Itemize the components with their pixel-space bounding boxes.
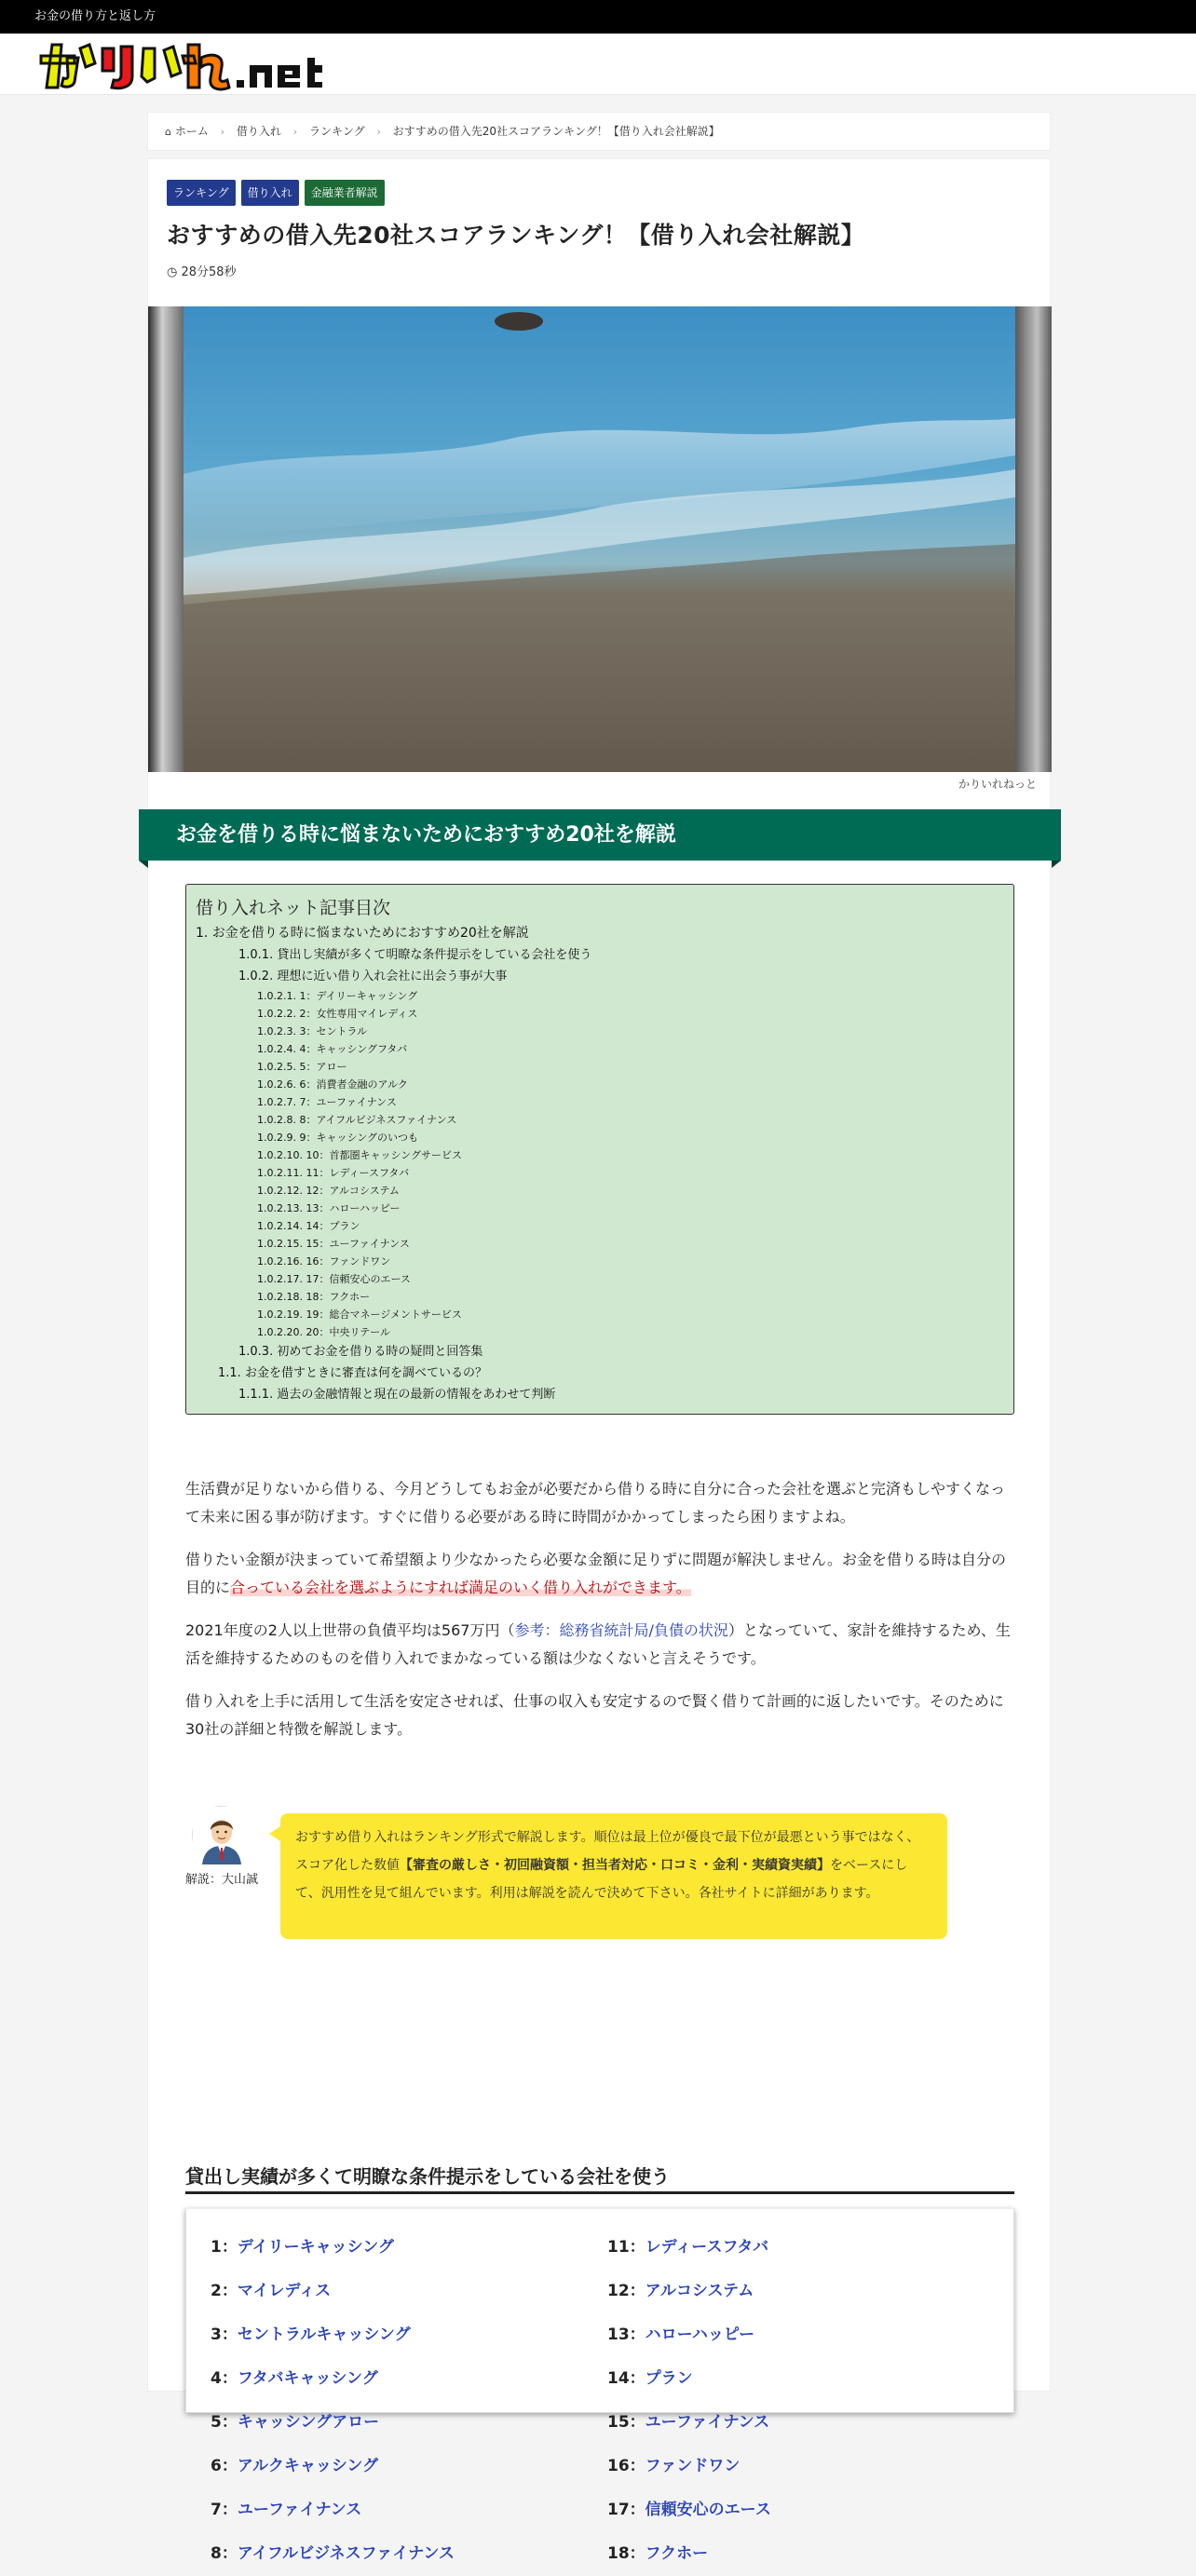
rank-number: 3： — [211, 2325, 238, 2344]
breadcrumb-ranking[interactable]: ランキング — [308, 125, 365, 138]
ranking-link[interactable]: フクホー — [645, 2544, 709, 2563]
toc-link[interactable]: 1.1. お金を借すときに審査は何を調べているの？ — [218, 1366, 487, 1380]
paragraph: 生活費が足りないから借りる、今月どうしてもお金が必要だから借りる時に自分に合った会社を選ぶと完済もしやすくなって未来に困る事が防げます。すぐに借りる必要がある時に時間がかかってしまったら困りますよね。 — [185, 1480, 1006, 1525]
category-ranking[interactable]: ランキング — [167, 180, 236, 206]
rank-number: 18： — [607, 2544, 646, 2563]
clock-icon: ◷ — [167, 265, 178, 279]
ranking-item — [211, 2488, 455, 2532]
ranking-item — [607, 2401, 771, 2445]
ranking-item — [211, 2445, 455, 2488]
toc-title: 借り入れネット記事目次 — [196, 898, 391, 918]
top-bar — [0, 0, 1196, 34]
breadcrumb-borrow[interactable]: 借り入れ — [236, 125, 281, 138]
hero-image — [148, 306, 1052, 772]
category-borrow[interactable]: 借り入れ — [241, 180, 299, 206]
toc-link[interactable]: 1.0.2.10. 10：首都圏キャッシングサービス — [257, 1149, 462, 1161]
ranking-link[interactable]: マイレディス — [237, 2282, 332, 2300]
ranking-item — [211, 2357, 455, 2401]
ranking-link[interactable]: ユーファイナンス — [237, 2501, 362, 2519]
ranking-link[interactable]: キャッシングアロー — [237, 2413, 380, 2432]
rank-number: 1： — [211, 2238, 238, 2257]
rank-number: 13： — [607, 2325, 646, 2344]
toc-link[interactable]: 1.0.2.20. 20：中央リテール — [257, 1326, 391, 1338]
ranking-item — [211, 2313, 455, 2357]
toc-link[interactable]: 1.0.2.1. 1：デイリーキャッシング — [257, 990, 418, 1002]
ranking-item — [607, 2357, 771, 2401]
ranking-link[interactable]: プラン — [645, 2369, 693, 2388]
ranking-link[interactable]: セントラルキャッシング — [237, 2325, 411, 2344]
table-of-contents — [185, 884, 1014, 1415]
ranking-link[interactable]: 信頼安心のエース — [645, 2501, 771, 2519]
ranking-item — [607, 2445, 771, 2488]
beach-photo — [183, 306, 1015, 772]
toc-link[interactable]: 1.0.2.17. 17：信頼安心のエース — [257, 1273, 411, 1285]
ranking-item — [607, 2488, 771, 2532]
chevron-right-icon: › — [292, 126, 298, 138]
ranking-link[interactable]: アルクキャッシング — [237, 2457, 379, 2475]
toc-link[interactable]: 1.0.2.16. 16：ファンドワン — [257, 1255, 391, 1268]
paragraph — [185, 1546, 1014, 1602]
rank-number: 5： — [211, 2413, 238, 2432]
rank-number: 4： — [211, 2369, 238, 2388]
toc-link[interactable]: 1.0.2.12. 12：アルコシステム — [257, 1185, 400, 1197]
chevron-right-icon: › — [376, 126, 381, 138]
page-title: おすすめの借入先20社スコアランキング！【借り入れ会社解説】 — [167, 222, 865, 249]
ranking-item — [607, 2226, 771, 2270]
category-tags — [167, 180, 385, 206]
toc-link[interactable]: 1. お金を借りる時に悩まないためにおすすめ20社を解説 — [196, 926, 529, 941]
ranking-link[interactable]: アルコシステム — [645, 2282, 754, 2300]
toc-link[interactable]: 1.0.3. 初めてお金を借りる時の疑問と回答集 — [238, 1345, 483, 1359]
article — [147, 158, 1051, 2563]
paragraph — [185, 1617, 1014, 1673]
read-time — [167, 262, 237, 279]
toc-link[interactable]: 1.0.2.2. 2：女性専用マイレディス — [257, 1008, 418, 1020]
section-heading: お金を借りる時に悩まないためにおすすめ20社を解説 — [139, 809, 1061, 861]
reference-link[interactable]: 参考：総務省統計局/負債の状況 — [514, 1621, 728, 1639]
site-tagline: お金の借り方と返し方 — [34, 9, 156, 23]
ranking-item — [607, 2532, 771, 2576]
breadcrumb — [147, 112, 1051, 151]
ranking-link[interactable]: レディースフタバ — [645, 2238, 769, 2257]
category-lender[interactable]: 金融業者解説 — [305, 180, 385, 206]
ranking-link[interactable]: ハローハッピー — [645, 2325, 755, 2344]
rank-number: 7： — [211, 2501, 238, 2519]
avatar — [192, 1806, 250, 1864]
ranking-item — [211, 2226, 455, 2270]
ranking-link[interactable]: ファンドワン — [645, 2457, 741, 2475]
ranking-list — [185, 2208, 1014, 2563]
ranking-item — [211, 2270, 455, 2313]
ranking-link[interactable]: アイフルビジネスファイナンス — [237, 2544, 455, 2563]
site-header — [0, 34, 1196, 95]
toc-link[interactable]: 1.0.2.11. 11：レディースフタバ — [257, 1167, 410, 1179]
rank-number: 8： — [211, 2544, 238, 2563]
toc-link[interactable]: 1.0.2.7. 7：ユーファイナンス — [257, 1096, 397, 1108]
breadcrumb-home[interactable]: ホーム — [174, 125, 209, 138]
rank-number: 11： — [607, 2238, 646, 2257]
ranking-link[interactable]: ユーファイナンス — [645, 2413, 770, 2432]
speech-bubble — [280, 1813, 947, 1939]
toc-link[interactable]: 1.0.2. 理想に近い借り入れ会社に出会う事が大事 — [238, 969, 508, 983]
ranking-link[interactable]: フタバキャッシング — [237, 2369, 378, 2388]
paragraph-text: 借りたい金額が決まっていて希望額より少なかったら必要な金額に足りずに問題が解決しません。お金を借りる時は自分の目的に — [185, 1551, 1006, 1596]
rank-number: 14： — [607, 2369, 646, 2388]
author-name: 解説：大山誠 — [185, 1873, 259, 1887]
speech-balloon — [185, 1806, 1014, 1946]
bubble-bold-text: 【審査の厳しさ・初回融資額・担当者対応・口コミ・金利・実績資実績】 — [400, 1858, 830, 1873]
image-caption: かりいれねっと — [958, 778, 1037, 791]
toc-link[interactable]: 1.0.2.15. 15：ユーファイナンス — [257, 1238, 410, 1250]
rank-number: 17： — [607, 2501, 646, 2519]
home-icon: ⌂ — [165, 126, 171, 138]
paragraph-text: ）となっていて、家計を維持するため、生活を維持するためのものを借り入れでまかなっている額は少なくないと言えそうです。 — [185, 1621, 1011, 1667]
toc-link[interactable]: 1.0.2.6. 6：消費者金融のアルク — [257, 1078, 408, 1091]
subsection-heading: 貸出し実績が多くて明瞭な条件提示をしている会社を使う — [185, 2162, 1014, 2194]
site-logo[interactable] — [37, 39, 391, 91]
breadcrumb-current: おすすめの借入先20社スコアランキング！【借り入れ会社解説】 — [392, 125, 720, 138]
highlight-text: 合っている会社を選ぶようにすれば満足のいく借り入れができます。 — [230, 1579, 691, 1596]
ranking-item — [607, 2313, 771, 2357]
bubble-text: おすすめ借り入れはランキング形式で解説します。順位は最上位が優良で最下位が最悪という事ではなく、スコア化した数値 — [295, 1830, 920, 1873]
logo-graphic — [37, 39, 391, 91]
rank-number: 6： — [211, 2457, 238, 2475]
hero-shade-right — [1015, 306, 1052, 772]
ranking-link[interactable]: デイリーキャッシング — [237, 2238, 394, 2257]
toc-link[interactable]: 1.0.2.5. 5：アロー — [257, 1061, 347, 1073]
toc-link[interactable]: 1.0.1. 貸出し実績が多くて明瞭な条件提示をしている会社を使う — [238, 948, 592, 962]
chevron-right-icon: › — [220, 126, 225, 138]
bubble-text: をベースにして、汎用性を見て組んでいます。利用は解説を読んで決めて下さい。各社サイトに詳細があります。 — [295, 1858, 908, 1901]
toc-link[interactable]: 1.0.2.8. 8：アイフルビジネスファイナンス — [257, 1114, 457, 1126]
ranking-item — [607, 2270, 771, 2313]
rank-number: 12： — [607, 2282, 646, 2300]
rank-number: 2： — [211, 2282, 238, 2300]
paragraph-text: 2021年度の2人以上世帯の負債平均は567万円（ — [185, 1621, 515, 1639]
ranking-column-right — [607, 2226, 771, 2576]
toc-link[interactable]: 1.0.2.9. 9：キャッシングのいつも — [257, 1132, 418, 1144]
ranking-item — [211, 2401, 455, 2445]
toc-link[interactable]: 1.1.1. 過去の金融情報と現在の最新の情報をあわせて判断 — [238, 1388, 556, 1402]
read-time-value: 28分58秒 — [181, 265, 237, 279]
paragraph: 借り入れを上手に活用して生活を安定させれば、仕事の収入も安定するので賢く借りて計画的に返したいです。そのために30社の詳細と特徴を解説します。 — [185, 1692, 1004, 1738]
toc-link[interactable]: 1.0.2.4. 4：キャッシングフタバ — [257, 1043, 408, 1055]
person-icon — [193, 1807, 251, 1864]
rank-number: 15： — [607, 2413, 646, 2432]
article-body — [185, 1475, 1014, 1758]
ranking-item — [211, 2532, 455, 2576]
toc-link[interactable]: 1.0.2.3. 3：セントラル — [257, 1025, 368, 1037]
toc-link[interactable]: 1.0.2.18. 18：フクホー — [257, 1291, 371, 1303]
toc-link[interactable]: 1.0.2.13. 13：ハローハッピー — [257, 1202, 401, 1214]
ranking-column-left — [211, 2226, 455, 2576]
hero-shade-left — [148, 306, 183, 772]
rank-number: 16： — [607, 2457, 646, 2475]
toc-link[interactable]: 1.0.2.19. 19：総合マネージメントサービス — [257, 1308, 462, 1321]
toc-link[interactable]: 1.0.2.14. 14：プラン — [257, 1220, 360, 1232]
